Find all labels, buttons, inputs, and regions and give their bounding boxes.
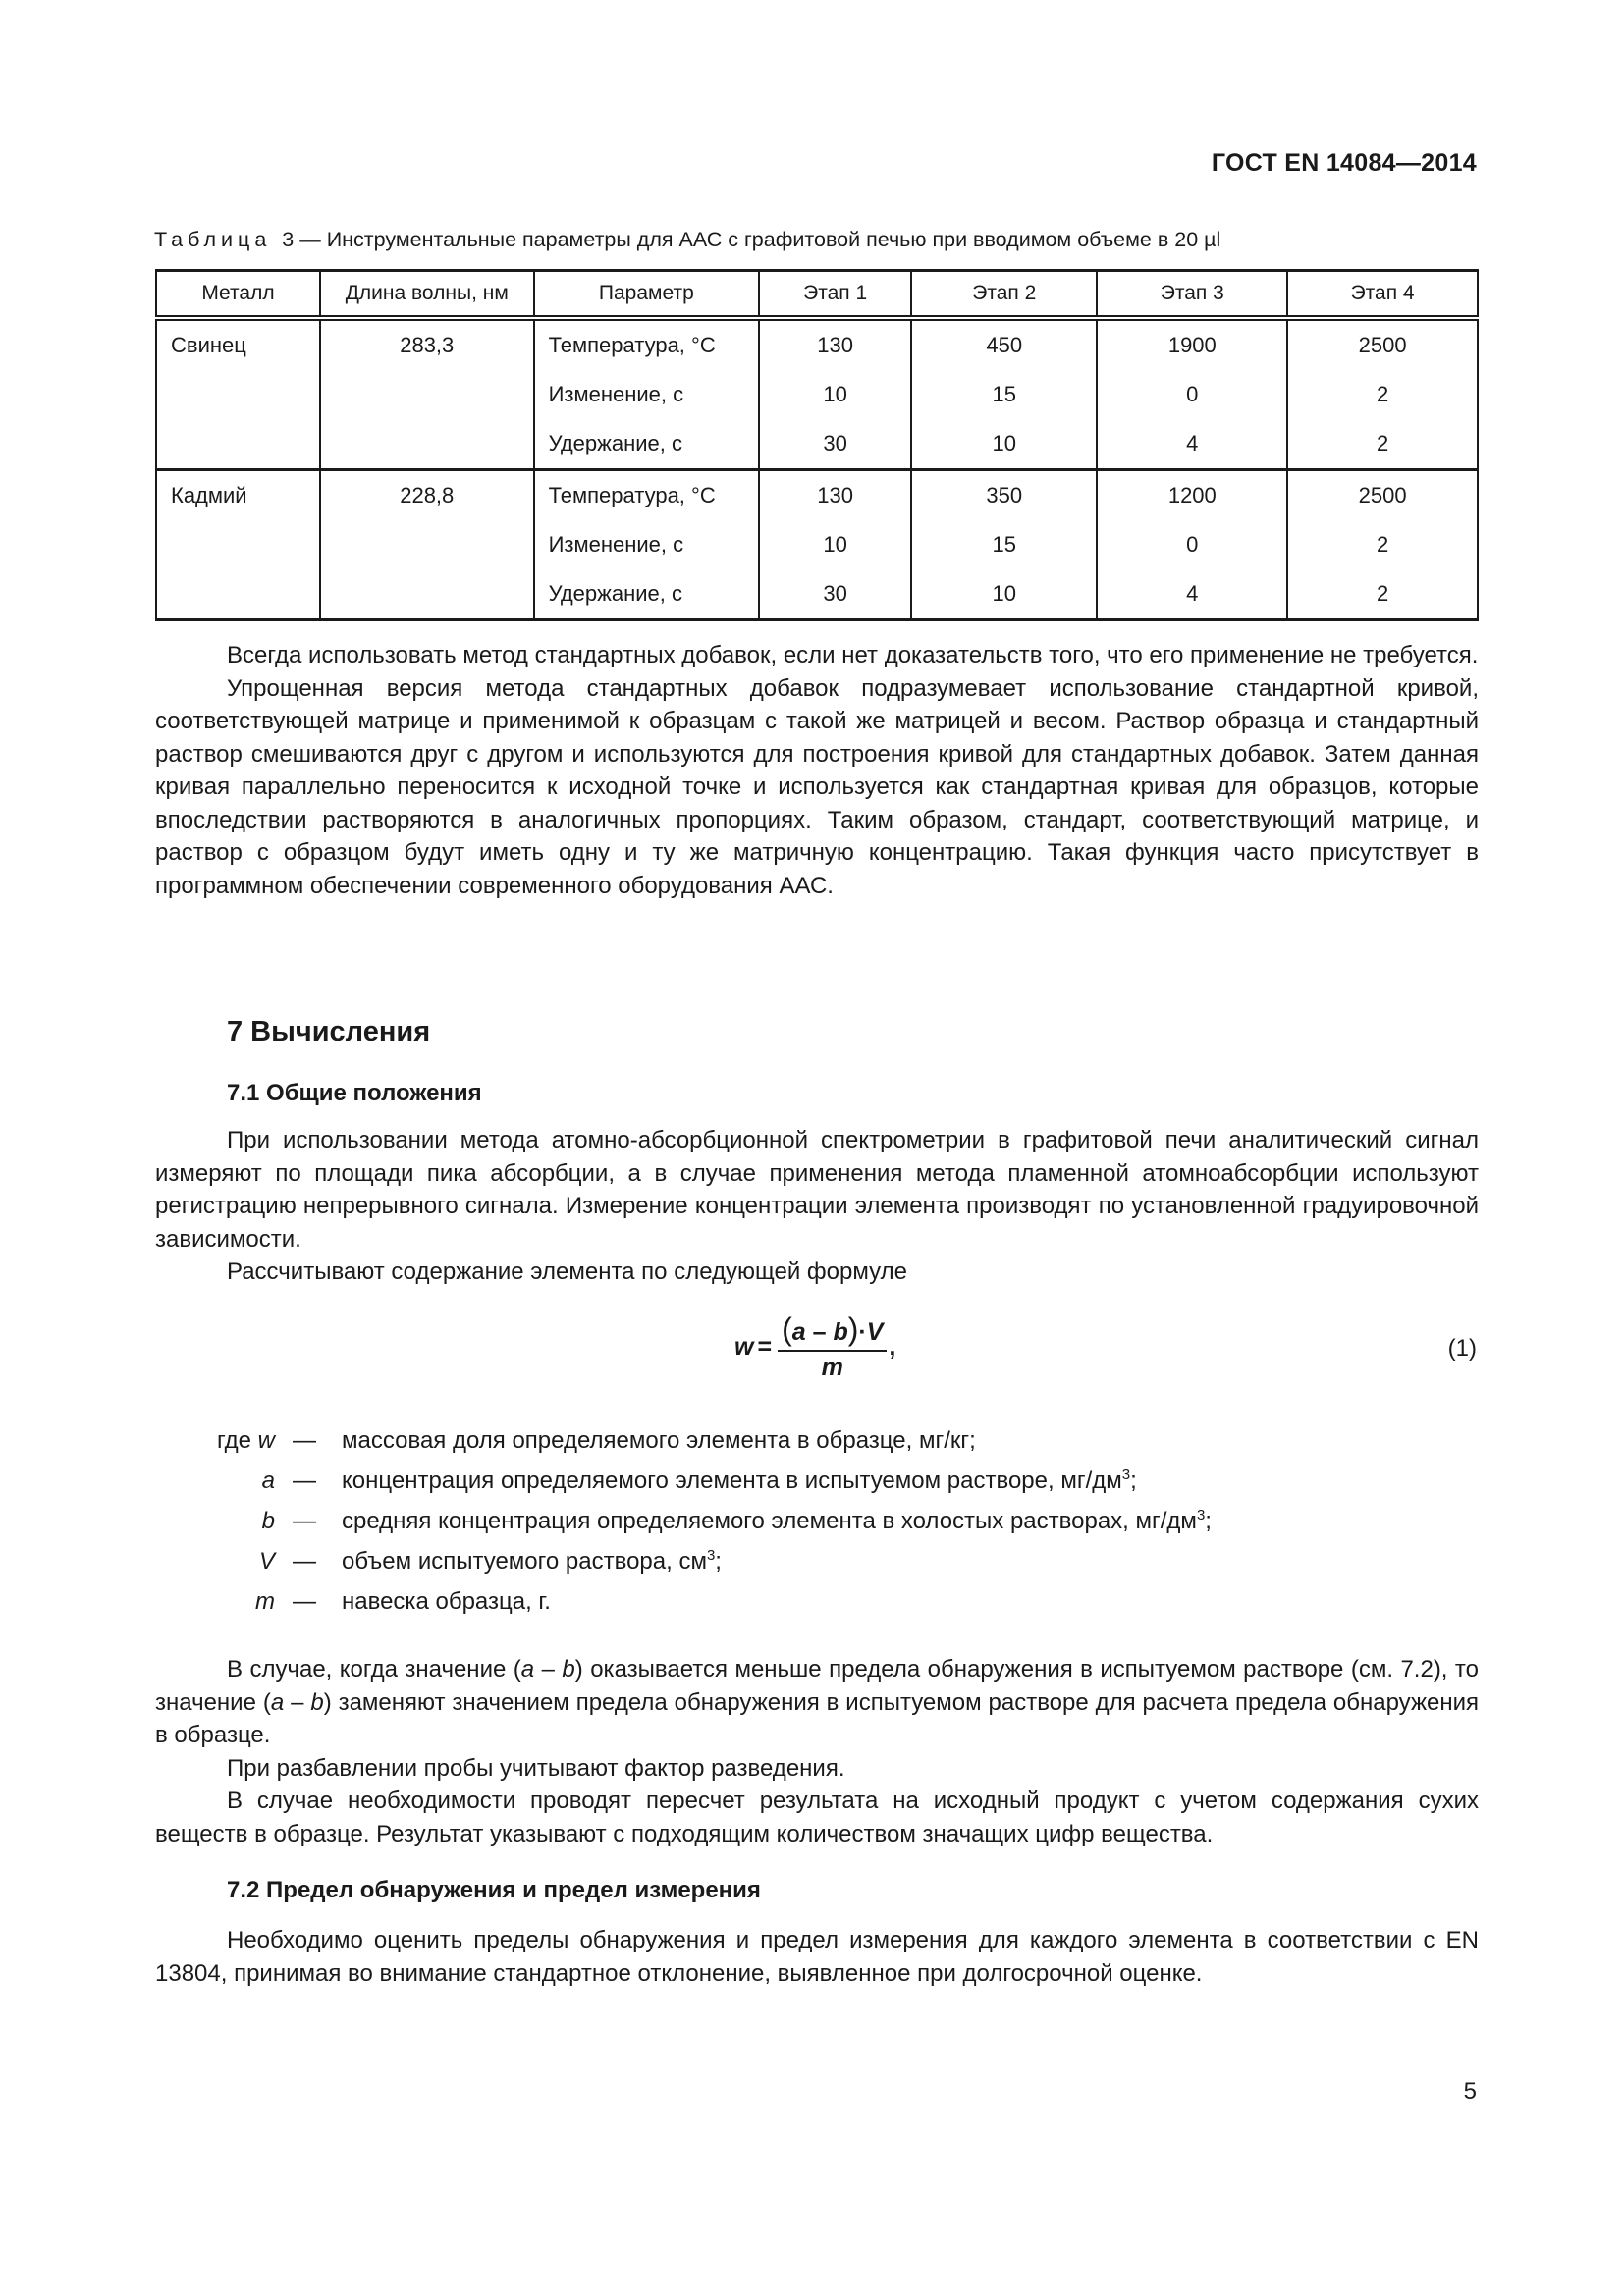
document-standard-id: ГОСТ EN 14084—2014 (1211, 149, 1477, 177)
section-7-1-text (155, 1124, 1479, 1289)
legend-description (336, 1588, 551, 1616)
legend-row (167, 1541, 1212, 1581)
stage-value-cell: 1200 (1097, 470, 1287, 521)
stage-value-cell: 2500 (1287, 318, 1478, 370)
paragraph: При использовании метода атомно-абсорбционной спектрометрии в графитовой печи аналитический сигнал измеряют по площади пика абсорбции, а в случае применения метода пламенной атомноабсорбции используют регистрацию непрерывного сигнала. Измерение концентрации элемента производят по установленной градуировочной зависимости. (155, 1127, 1479, 1253)
text-run: – (534, 1656, 563, 1682)
legend-symbol: b (261, 1507, 275, 1534)
subsection-heading-7-1: 7.1 Общие положения (227, 1080, 482, 1106)
legend-tail: ; (715, 1548, 722, 1575)
parameter-cell: Изменение, с (534, 520, 760, 569)
equation-number: (1) (1447, 1335, 1477, 1362)
legend-symbol: V (258, 1547, 275, 1575)
column-header-stage-2: Этап 2 (911, 271, 1097, 319)
stage-value-cell: 15 (911, 520, 1097, 569)
stage-value-cell: 2 (1287, 569, 1478, 620)
legend-superscript: 3 (706, 1547, 716, 1564)
stage-value-cell: 2 (1287, 370, 1478, 419)
stage-value-cell: 4 (1097, 569, 1287, 620)
table-caption-text: — Инструментальные параметры для ААС с графитовой печью при вводимом объеме в 20 µl (294, 228, 1221, 251)
stage-value-cell: 10 (759, 520, 911, 569)
legend-row (167, 1420, 1212, 1461)
formula-equals: = (757, 1332, 773, 1361)
stage-value-cell: 1900 (1097, 318, 1287, 370)
formula-fraction (778, 1311, 887, 1382)
text-run: ) заменяют значением предела обнаружения в испытуемом растворе для расчета предела обнаружения в образце. (155, 1688, 1480, 1748)
formula-denominator: m (821, 1354, 843, 1381)
variable-a: a (270, 1688, 285, 1716)
column-header-stage-1: Этап 1 (759, 271, 911, 319)
column-header-wavelength: Длина волны, нм (320, 271, 534, 319)
page-number: 5 (1463, 2078, 1477, 2105)
text-run: – (284, 1688, 311, 1716)
table-row (156, 470, 1478, 521)
legend-symbol: w (257, 1426, 275, 1454)
legend-text: объем испытуемого раствора, см (342, 1548, 707, 1575)
legend-description (336, 1467, 1137, 1495)
formula-var-v: V (866, 1318, 884, 1346)
column-header-metal: Металл (156, 271, 320, 319)
legend-dash: — (293, 1426, 316, 1454)
table-caption-prefix: Таблица (154, 228, 272, 251)
column-header-stage-4: Этап 4 (1287, 271, 1478, 319)
legend-tail: ; (1130, 1468, 1137, 1494)
paragraph: При разбавлении пробы учитывают фактор разведения. (227, 1754, 845, 1782)
legend-description (336, 1507, 1212, 1535)
legend-tail: ; (1205, 1508, 1212, 1534)
formula-dot: · (858, 1318, 867, 1346)
stage-value-cell: 0 (1097, 520, 1287, 569)
stage-value-cell: 350 (911, 470, 1097, 521)
legend-symbol: m (255, 1587, 275, 1615)
variable-b: b (310, 1688, 324, 1716)
stage-value-cell: 30 (759, 419, 911, 470)
legend-dash: — (293, 1547, 316, 1575)
instrument-parameters-table (155, 269, 1479, 621)
text-run: В случае, когда значение ( (227, 1656, 521, 1682)
parameter-cell: Температура, °С (534, 318, 760, 370)
parameter-cell: Изменение, с (534, 370, 760, 419)
table-caption (154, 228, 1480, 252)
formula-numerator: (a – b)·V (778, 1311, 887, 1352)
stage-value-cell: 10 (911, 419, 1097, 470)
table-caption-number: 3 (282, 228, 295, 251)
paragraph: Необходимо оценить пределы обнаружения и предел измерения для каждого элемента в соответствии с EN 13804, принимая во внимание стандартное отклонение, выявленное при долгосрочной оценке. (155, 1927, 1479, 1987)
paragraph (155, 1653, 1479, 1752)
text-run: ) оказывается меньше предела обнаружения в испытуемом растворе (см. 7.2), то значение ( (155, 1656, 1480, 1716)
legend-row (167, 1581, 1212, 1622)
paragraph: Всегда использовать метод стандартных добавок, если нет доказательств того, что его применение не требуется. (227, 642, 1479, 668)
legend-superscript: 3 (1196, 1507, 1206, 1523)
stage-value-cell: 30 (759, 569, 911, 620)
legend-description (336, 1427, 976, 1455)
legend-text: концентрация определяемого элемента в испытуемом растворе, мг/дм (342, 1468, 1122, 1494)
formula-lhs: w (734, 1332, 754, 1361)
stage-value-cell: 2 (1287, 419, 1478, 470)
stage-value-cell: 4 (1097, 419, 1287, 470)
stage-value-cell: 10 (759, 370, 911, 419)
wavelength-cell: 283,3 (320, 318, 534, 470)
parameter-cell: Температура, °С (534, 470, 760, 521)
formula-1 (734, 1311, 895, 1382)
metal-cell: Свинец (156, 318, 320, 470)
parameter-cell: Удержание, с (534, 569, 760, 620)
stage-value-cell: 0 (1097, 370, 1287, 419)
legend-row (167, 1501, 1212, 1541)
wavelength-cell: 228,8 (320, 470, 534, 620)
stage-value-cell: 2 (1287, 520, 1478, 569)
legend-superscript: 3 (1121, 1467, 1131, 1483)
section-heading-7: 7 Вычисления (227, 1016, 431, 1047)
subsection-heading-7-2: 7.2 Предел обнаружения и предел измерения (227, 1877, 761, 1903)
legend-intro: где (216, 1426, 251, 1454)
legend-symbol: a (261, 1467, 275, 1494)
stage-value-cell: 130 (759, 470, 911, 521)
formula-comma: , (889, 1332, 896, 1361)
stage-value-cell: 130 (759, 318, 911, 370)
legend-description (336, 1547, 722, 1575)
stage-value-cell: 2500 (1287, 470, 1478, 521)
metal-cell: Кадмий (156, 470, 320, 620)
paragraphs-after-table (155, 639, 1479, 902)
legend-text: массовая доля определяемого элемента в образце, мг/кг; (342, 1426, 976, 1454)
variable-b: b (562, 1656, 575, 1682)
legend-text: навеска образца, г. (342, 1587, 551, 1615)
table-row (156, 318, 1478, 370)
formula-var-b: b (833, 1318, 848, 1346)
paragraph: Упрощенная версия метода стандартных добавок подразумевает использование стандартной кривой, соответствующей матрице и применимой к образцам с такой же матрицей и весом. Раствор образца и стандартный раствор смешиваются друг с другом и используются для построения кривой для стандартных добавок. Затем данная кривая параллельно переносится к исходной точке и используется как стандартная кривая для образцов, которые впоследствии растворяются в аналогичных пропорциях. Таким образом, стандарт, соответствующий матрице, и раствор с образцом будут иметь одну и ту же матричную концентрацию. Такая функция часто присутствует в программном обеспечении современного оборудования ААС. (155, 674, 1479, 899)
paragraph: Рассчитывают содержание элемента по следующей формуле (227, 1258, 907, 1285)
section-7-2-text (155, 1924, 1479, 1990)
paragraph: В случае необходимости проводят пересчет результата на исходный продукт с учетом содержания сухих веществ в образце. Результат указывают с подходящим количеством значащих цифр вещества. (155, 1788, 1479, 1847)
legend-dash: — (293, 1507, 316, 1534)
legend-dash: — (293, 1587, 316, 1615)
formula-legend (167, 1420, 1212, 1622)
column-header-parameter: Параметр (534, 271, 760, 319)
variable-a: a (520, 1656, 535, 1682)
stage-value-cell: 450 (911, 318, 1097, 370)
legend-symbol-w (167, 1427, 283, 1455)
legend-row (167, 1461, 1212, 1501)
stage-value-cell: 15 (911, 370, 1097, 419)
formula-var-a: a (791, 1318, 806, 1346)
column-header-stage-3: Этап 3 (1097, 271, 1287, 319)
stage-value-cell: 10 (911, 569, 1097, 620)
parameter-cell: Удержание, с (534, 419, 760, 470)
table-header-row (156, 271, 1478, 319)
legend-text: средняя концентрация определяемого элемента в холостых растворах, мг/дм (342, 1508, 1197, 1534)
formula-minus: – (812, 1318, 827, 1346)
legend-dash: — (293, 1467, 316, 1494)
section-7-1-after-legend (155, 1653, 1479, 1850)
